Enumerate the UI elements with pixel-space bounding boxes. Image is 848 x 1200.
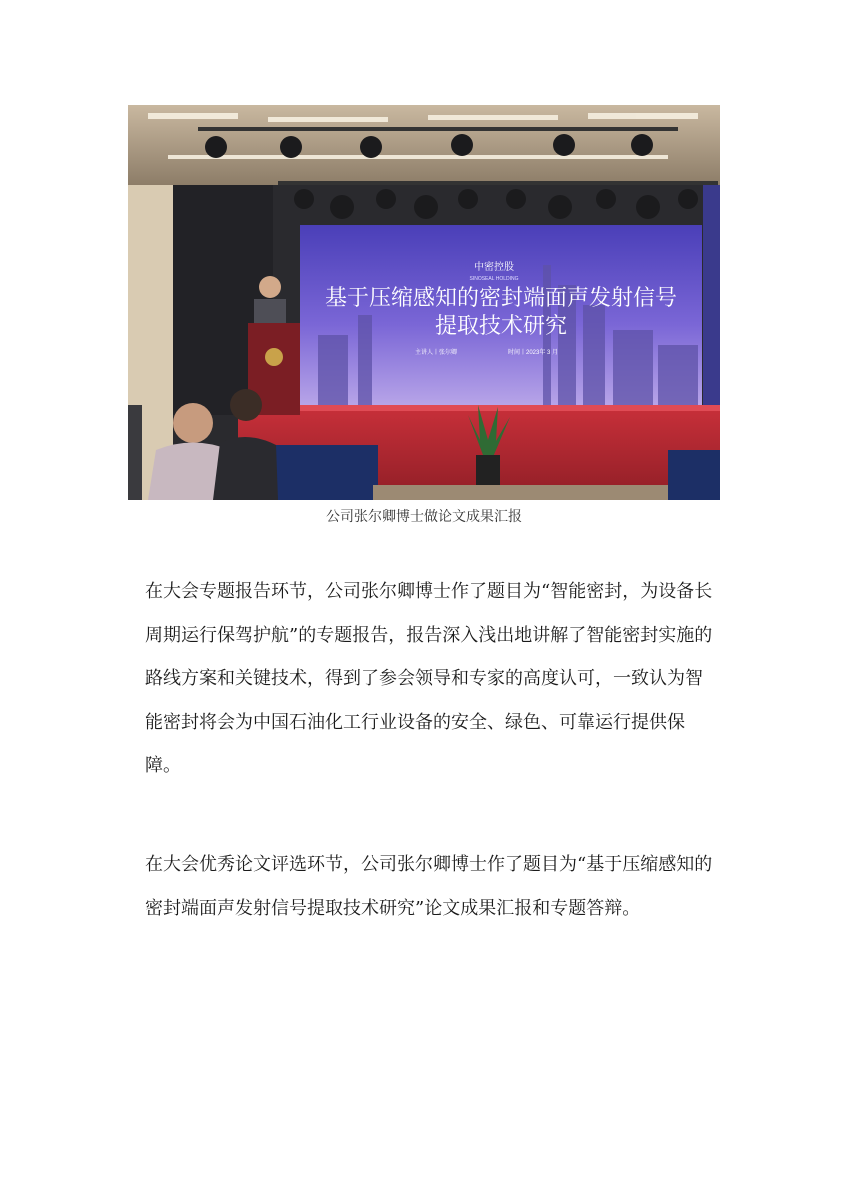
screen-title-line2: 提取技术研究: [434, 314, 568, 339]
screen-logo: 中密控股: [474, 262, 514, 273]
photo-caption: 公司张尔卿博士做论文成果汇报: [326, 509, 522, 525]
screen-logo-sub: SINOSEAL HOLDING: [469, 276, 519, 282]
conference-photo: [128, 105, 720, 500]
screen-footer-right: 时间丨2023年 3 月: [507, 350, 559, 356]
conference-photo-illustration: [128, 105, 720, 500]
screen-title-line1: 基于压缩感知的密封端面声发射信号: [324, 286, 678, 311]
paragraph-paper-selection: 在大会优秀论文评选环节，公司张尔卿博士作了题目为“基于压缩感知的密封端面声发射信号提取技术研究”论文成果汇报和专题答辩。: [145, 854, 713, 919]
screen-footer-left: 主讲人丨张尔卿: [414, 350, 458, 356]
paragraph-special-report: 在大会专题报告环节，公司张尔卿博士作了题目为“智能密封，为设备长周期运行保驾护航”的专题报告，报告深入浅出地讲解了智能密封实施的路线方案和关键技术，得到了参会领导和专家的高度认可，一致认为智能密封将会为中国石油化工行业设备的安全、绿色、可靠运行提供保障。: [145, 581, 713, 776]
